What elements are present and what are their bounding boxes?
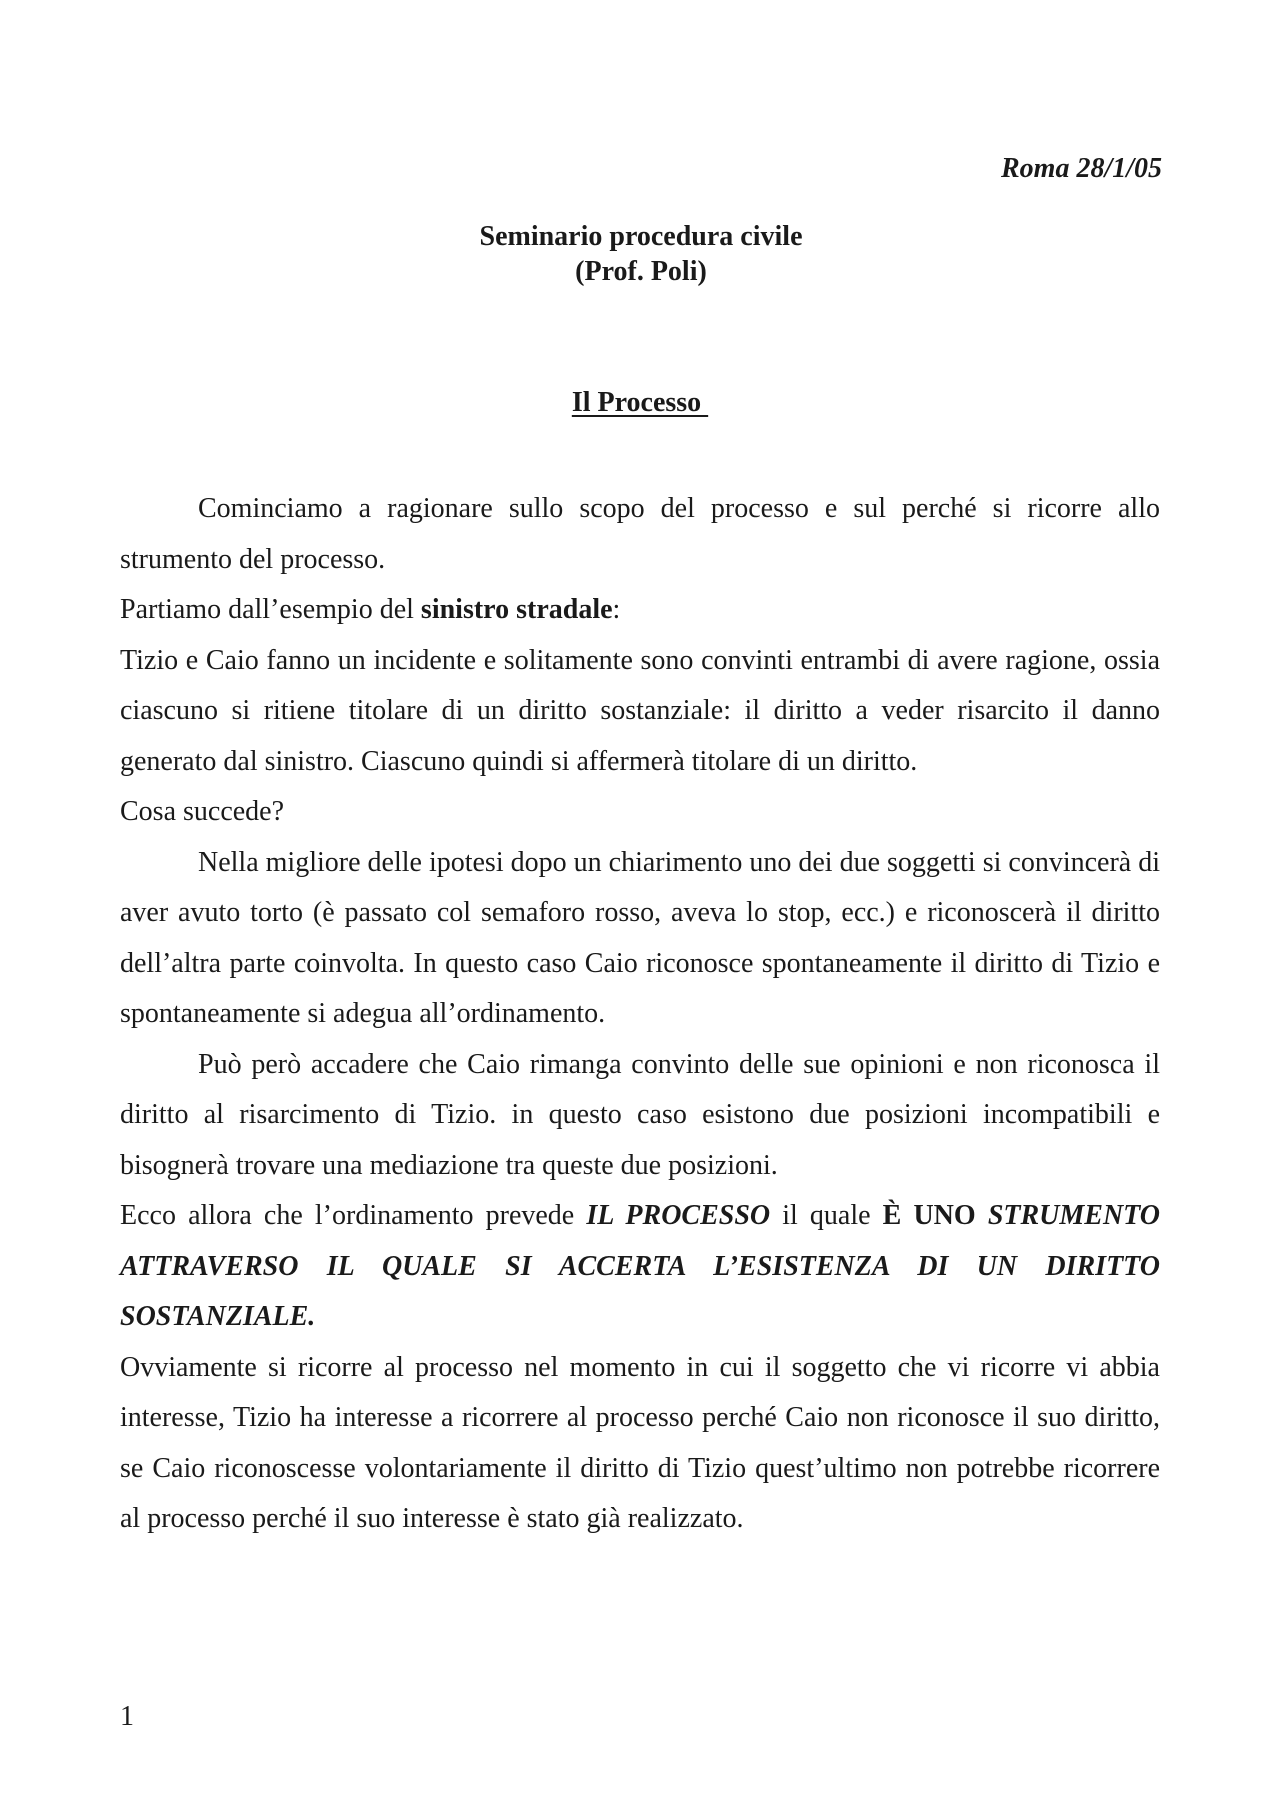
document-date: Roma 28/1/05	[1000, 153, 1162, 184]
paragraph-best-case: Nella migliore delle ipotesi dopo un chiarimento uno dei due soggetti si convincerà di aver avuto torto (è passato col semaforo rosso, aveva lo stop, ecc.) e riconoscerà il diritto dell’altra parte coinvolta. In questo caso Caio riconosce spontaneamente il diritto di Tizio e spontaneamente si adegua all’ordinamento.	[120, 846, 1160, 1029]
definition-space	[976, 1200, 988, 1231]
definition-term: IL PROCESSO	[586, 1200, 771, 1231]
document-title-text: Il Processo	[571, 387, 709, 418]
paragraph-example-text: Partiamo dall’esempio del	[120, 594, 421, 625]
professor-name: (Prof. Poli)	[575, 256, 707, 287]
paragraph-process-definition	[120, 1191, 1160, 1343]
paragraph-example	[120, 585, 1160, 636]
paragraph-interest: Ovviamente si ricorre al processo nel momento in cui il soggetto che vi ricorre vi abbia interesse, Tizio ha interesse a ricorrere al processo perché Caio non riconosce il suo diritto, se Caio riconoscesse volontariamente il diritto di Tizio quest’ultimo non potrebbe ricorrere al processo perché il suo interesse è stato già realizzato.	[120, 1351, 1160, 1534]
document-body	[120, 484, 1160, 1545]
page-number: 1	[120, 1701, 134, 1732]
document-title	[0, 386, 1280, 420]
paragraph-example-colon: :	[612, 594, 621, 625]
seminar-title: Seminario procedura civile	[479, 221, 803, 252]
definition-connector: il quale	[770, 1200, 883, 1231]
definition-body: STRUMENTO ATTRAVERSO IL QUALE SI ACCERTA L’ESISTENZA DI UN DIRITTO SOSTANZIALE.	[120, 1200, 1160, 1332]
paragraph-example-bold: sinistro stradale	[420, 594, 613, 625]
definition-intro: Ecco allora che l’ordinamento prevede	[120, 1200, 587, 1231]
paragraph-conflict: Può però accadere che Caio rimanga convinto delle sue opinioni e non riconosca il diritto al risarcimento di Tizio. in questo caso esistono due posizioni incompatibili e bisognerà trovare una mediazione tra queste due posizioni.	[120, 1048, 1160, 1181]
paragraph-question: Cosa succede?	[120, 796, 285, 827]
paragraph-incident: Tizio e Caio fanno un incidente e solitamente sono convinti entrambi di avere ragione, ossia ciascuno si ritiene titolare di un diritto sostanziale: il diritto a veder risarcito il danno generato dal sinistro. Ciascuno quindi si affermerà titolare di un diritto.	[120, 644, 1160, 777]
seminar-heading	[0, 219, 1280, 289]
paragraph-intro: Cominciamo a ragionare sullo scopo del processo e sul perché si ricorre allo strumento del processo.	[120, 493, 1160, 575]
definition-verb: È UNO	[882, 1200, 976, 1231]
